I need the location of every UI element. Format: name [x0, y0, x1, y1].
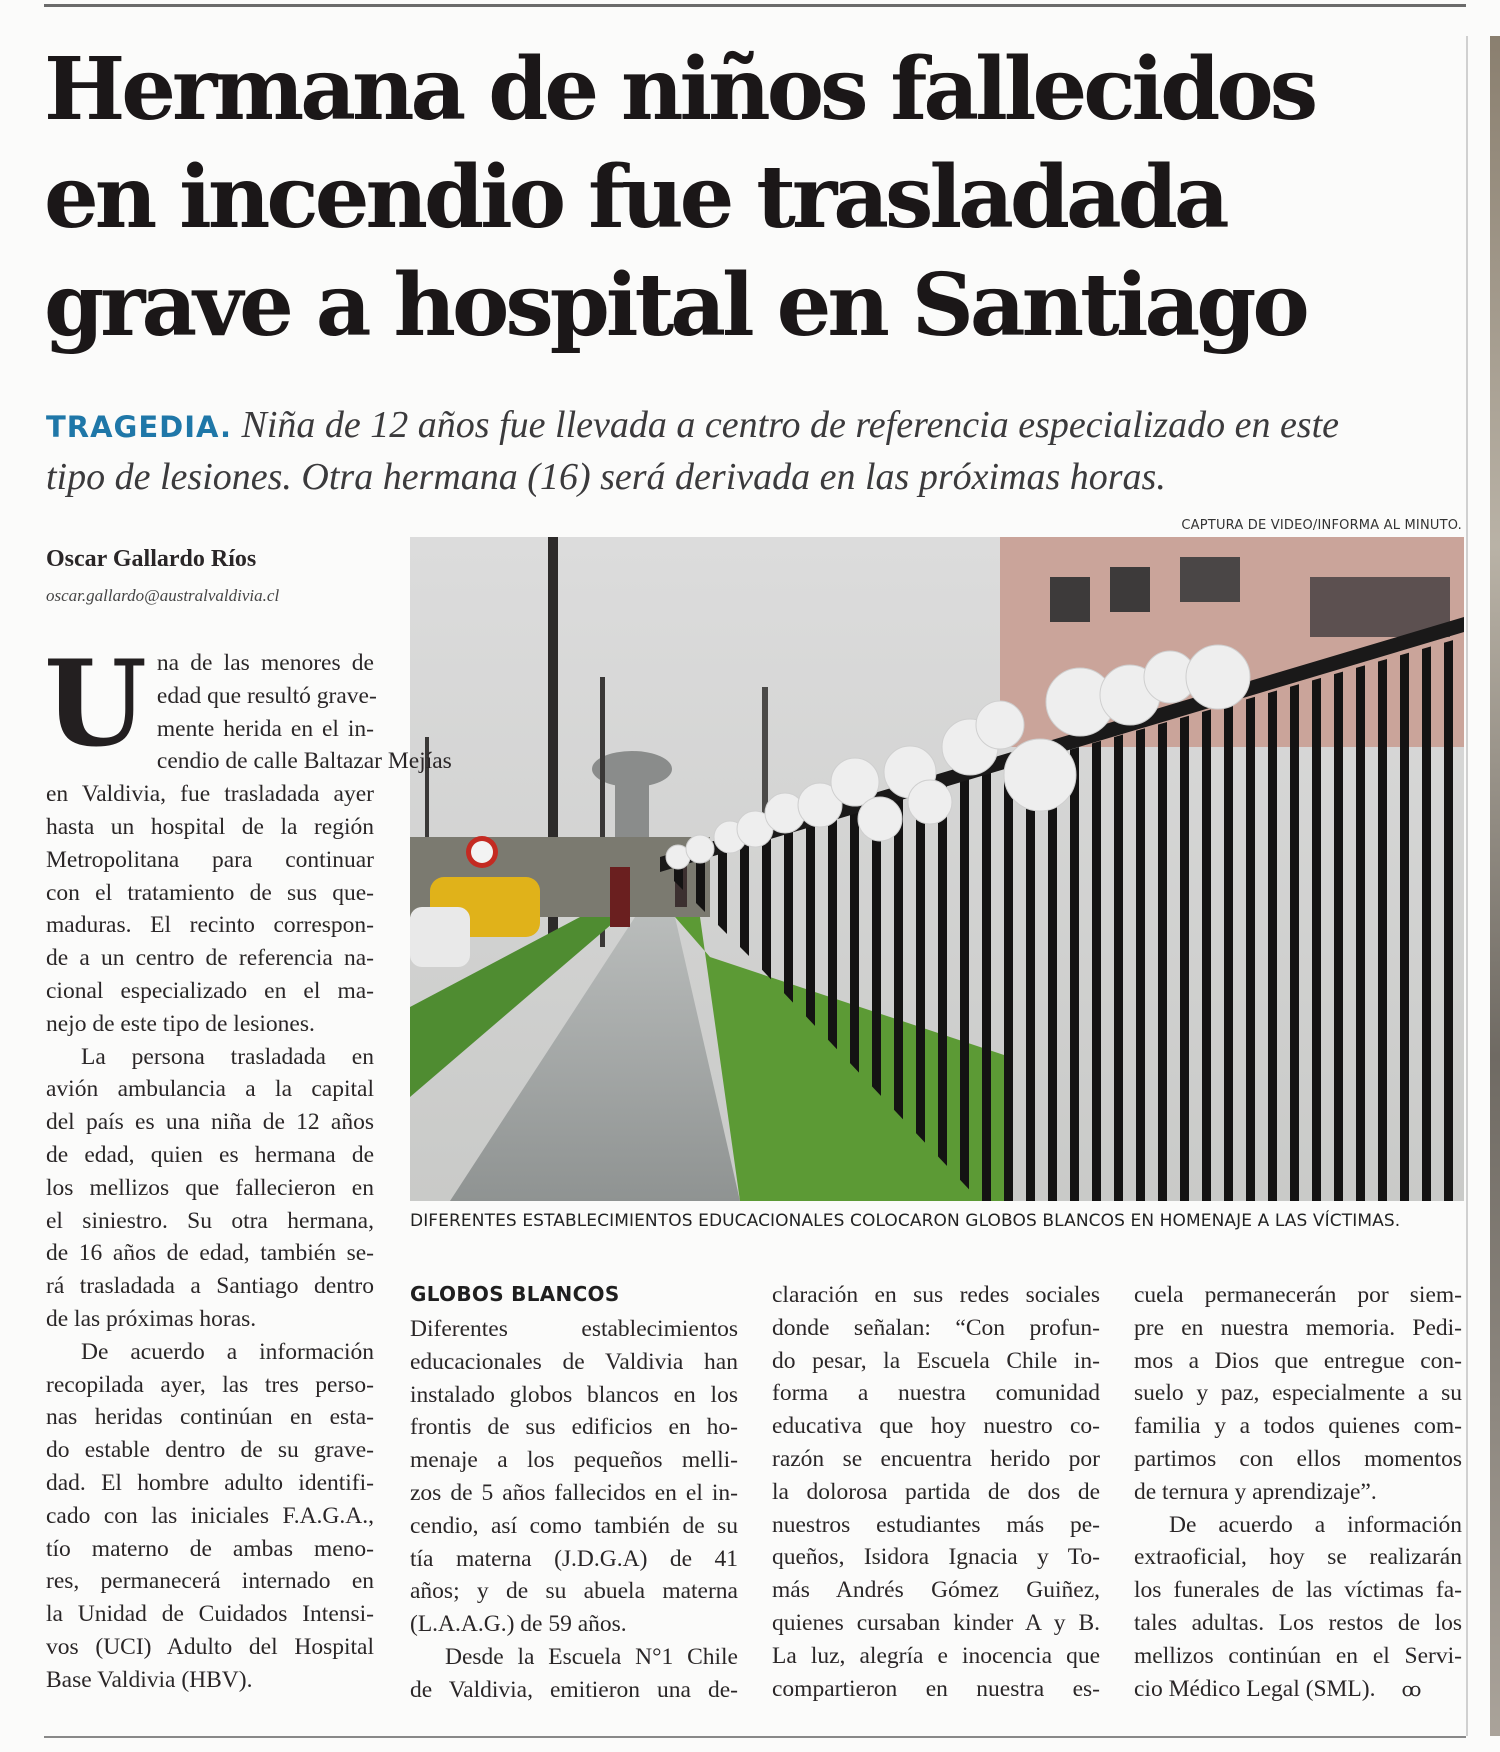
- col1-line: dad. El hombre adulto identifi-: [46, 1469, 374, 1496]
- col4-line: pre en nuestra memoria. Pedi-: [1134, 1314, 1462, 1341]
- col2-line: instalado globos blancos en los: [410, 1381, 738, 1408]
- col1-line: tío materno de ambas meno-: [46, 1535, 374, 1562]
- col3-line: quienes cursaban kinder A y B.: [772, 1609, 1100, 1636]
- col1-line: De acuerdo a información: [81, 1338, 374, 1365]
- lead-line-2: tipo de lesiones. Otra hermana (16) será derivada en las próximas horas.: [46, 456, 1166, 498]
- col2-line: tía materna (J.D.G.A) de 41: [410, 1545, 738, 1572]
- col1-line: mente herida en el in-: [156, 715, 374, 742]
- col3-line: queños, Isidora Ignacia y To-: [772, 1544, 1100, 1571]
- col3-line: do pesar, la Escuela Chile in-: [772, 1347, 1100, 1374]
- col1-line: con el tratamiento de sus que-: [46, 879, 374, 906]
- col1-line: cado con las iniciales F.A.G.A.,: [46, 1502, 374, 1529]
- col3-line: la dolorosa partida de dos de: [772, 1478, 1100, 1505]
- col3-line: más Andrés Gómez Guiñez,: [772, 1577, 1100, 1604]
- col1-line: Metropolitana para continuar: [46, 846, 374, 873]
- col1-line: na de las menores de: [156, 650, 374, 676]
- col3-line: claración en sus redes sociales: [772, 1282, 1100, 1308]
- col4-line: cuela permanecerán por siem-: [1134, 1282, 1462, 1308]
- col1-line: el siniestro. Su otra hermana,: [46, 1207, 374, 1234]
- col4-line: De acuerdo a información: [1169, 1511, 1462, 1538]
- col4-line: [1134, 1673, 1462, 1706]
- end-mark-icon: ꝏ: [1401, 1676, 1422, 1701]
- lead-text-1: Niña de 12 años fue llevada a centro de referencia especializado en este: [241, 404, 1340, 446]
- col3-line: forma a nuestra comunidad: [772, 1380, 1100, 1407]
- headline-line-3: grave a hospital en Santiago: [44, 255, 1306, 356]
- col4-line: extraoficial, hoy se realizarán: [1134, 1544, 1462, 1571]
- col1-line: de a un centro de referencia na-: [46, 945, 374, 972]
- col2-line: Desde la Escuela N°1 Chile: [445, 1643, 738, 1670]
- drop-cap: U: [44, 634, 147, 773]
- article-column-2: [410, 1313, 738, 1707]
- col4-line: mos a Dios que entregue con-: [1134, 1347, 1462, 1374]
- author-name: Oscar Gallardo Ríos: [46, 546, 257, 572]
- col1-line: hasta un hospital de la región: [46, 813, 374, 840]
- col3-line: razón se encuentra herido por: [772, 1445, 1100, 1472]
- col4-line: mellizos continúan en el Servi-: [1134, 1642, 1462, 1669]
- lead-kicker: TRAGEDIA.: [46, 410, 233, 444]
- col2-line: educacionales de Valdivia han: [410, 1348, 738, 1375]
- col1-line: nejo de este tipo de lesiones.: [46, 1010, 315, 1037]
- col1-line: La persona trasladada en: [81, 1043, 374, 1070]
- col1-line: rá trasladada a Santiago dentro: [46, 1273, 374, 1300]
- col1-line: vos (UCI) Adulto del Hospital: [46, 1633, 374, 1660]
- article-column-1: [44, 634, 452, 1697]
- col1-line: de las próximas horas.: [46, 1305, 257, 1332]
- col1-line: en Valdivia, fue trasladada ayer: [46, 781, 374, 808]
- col3-line: La luz, alegría e inocencia que: [772, 1642, 1100, 1669]
- article-column-3: [772, 1279, 1100, 1705]
- col3-line: educativa que hoy nuestro co-: [772, 1413, 1100, 1440]
- col4-line: tales adultas. Los restos de los: [1134, 1609, 1462, 1636]
- author-email: oscar.gallardo@australvaldivia.cl: [46, 586, 280, 605]
- col1-line: Base Valdivia (HBV).: [46, 1666, 253, 1693]
- col3-line: donde señalan: “Con profun-: [772, 1314, 1100, 1341]
- article-column-4: [1134, 1279, 1462, 1705]
- col1-line: de edad, quien es hermana de: [46, 1141, 374, 1168]
- headline-line-2: en incendio fue trasladada: [44, 147, 1226, 248]
- col4-line: de ternura y aprendizaje”.: [1134, 1478, 1377, 1505]
- bottom-rule: [44, 1736, 1466, 1738]
- section-subhead: GLOBOS BLANCOS: [410, 1282, 620, 1306]
- col1-line: avión ambulancia a la capital: [46, 1076, 374, 1103]
- photo-credit: CAPTURA DE VIDEO/INFORMA AL MINUTO.: [1181, 518, 1462, 533]
- col4-line: familia y a todos quienes com-: [1134, 1413, 1462, 1440]
- col1-line: res, permanecerá internado en: [46, 1568, 374, 1595]
- headline: [44, 36, 1474, 360]
- col3-line: nuestros estudiantes más pe-: [772, 1511, 1100, 1538]
- col2-line: años; y de su abuela materna: [410, 1578, 738, 1605]
- col1-line: los mellizos que fallecieron en: [46, 1174, 374, 1201]
- col2-line: cendio, así como también de su: [410, 1512, 738, 1539]
- col2-line: frontis de sus edificios en ho-: [410, 1414, 738, 1441]
- col3-line: compartieron en nuestra es-: [772, 1675, 1100, 1702]
- col4-line: los funerales de las víctimas fa-: [1134, 1577, 1462, 1604]
- lead-paragraph: [46, 400, 1466, 502]
- lead-line-1: [46, 400, 1466, 452]
- col1-line: cional especializado en el ma-: [46, 977, 374, 1004]
- col1-line: recopilada ayer, las tres perso-: [46, 1371, 374, 1398]
- col2-line: de Valdivia, emitieron una de-: [410, 1676, 738, 1703]
- col4-line: partimos con ellos momentos: [1134, 1445, 1462, 1472]
- col4-last-line: cio Médico Legal (SML).: [1134, 1675, 1376, 1702]
- news-photo: [410, 537, 1464, 1201]
- col1-line: maduras. El recinto correspon-: [46, 912, 374, 939]
- col2-line: menaje a los pequeños melli-: [410, 1447, 738, 1474]
- col4-line: suelo y paz, especialmente a su: [1134, 1380, 1462, 1407]
- col1-line: de 16 años de edad, también se-: [46, 1240, 374, 1267]
- col1-line: edad que resultó grave-: [156, 682, 377, 709]
- col1-line: do estable dentro de su grave-: [46, 1437, 374, 1464]
- col2-line: Diferentes establecimientos: [410, 1316, 738, 1342]
- col1-line: cendio de calle Baltazar Mejías: [156, 748, 452, 775]
- col1-line: la Unidad de Cuidados Intensi-: [46, 1601, 374, 1628]
- col2-line: (L.A.A.G.) de 59 años.: [410, 1611, 627, 1638]
- adjacent-page-edge: [1490, 36, 1500, 1736]
- top-rule: [44, 4, 1466, 7]
- headline-line-1: Hermana de niños fallecidos: [44, 39, 1315, 140]
- col2-line: zos de 5 años fallecidos en el in-: [410, 1479, 738, 1506]
- col1-line: del país es una niña de 12 años: [46, 1109, 374, 1136]
- col1-line: nas heridas continúan en esta-: [46, 1404, 374, 1431]
- photo-caption: DIFERENTES ESTABLECIMIENTOS EDUCACIONALES COLOCARON GLOBOS BLANCOS EN HOMENAJE A LAS VÍCTIMAS.: [410, 1211, 1401, 1231]
